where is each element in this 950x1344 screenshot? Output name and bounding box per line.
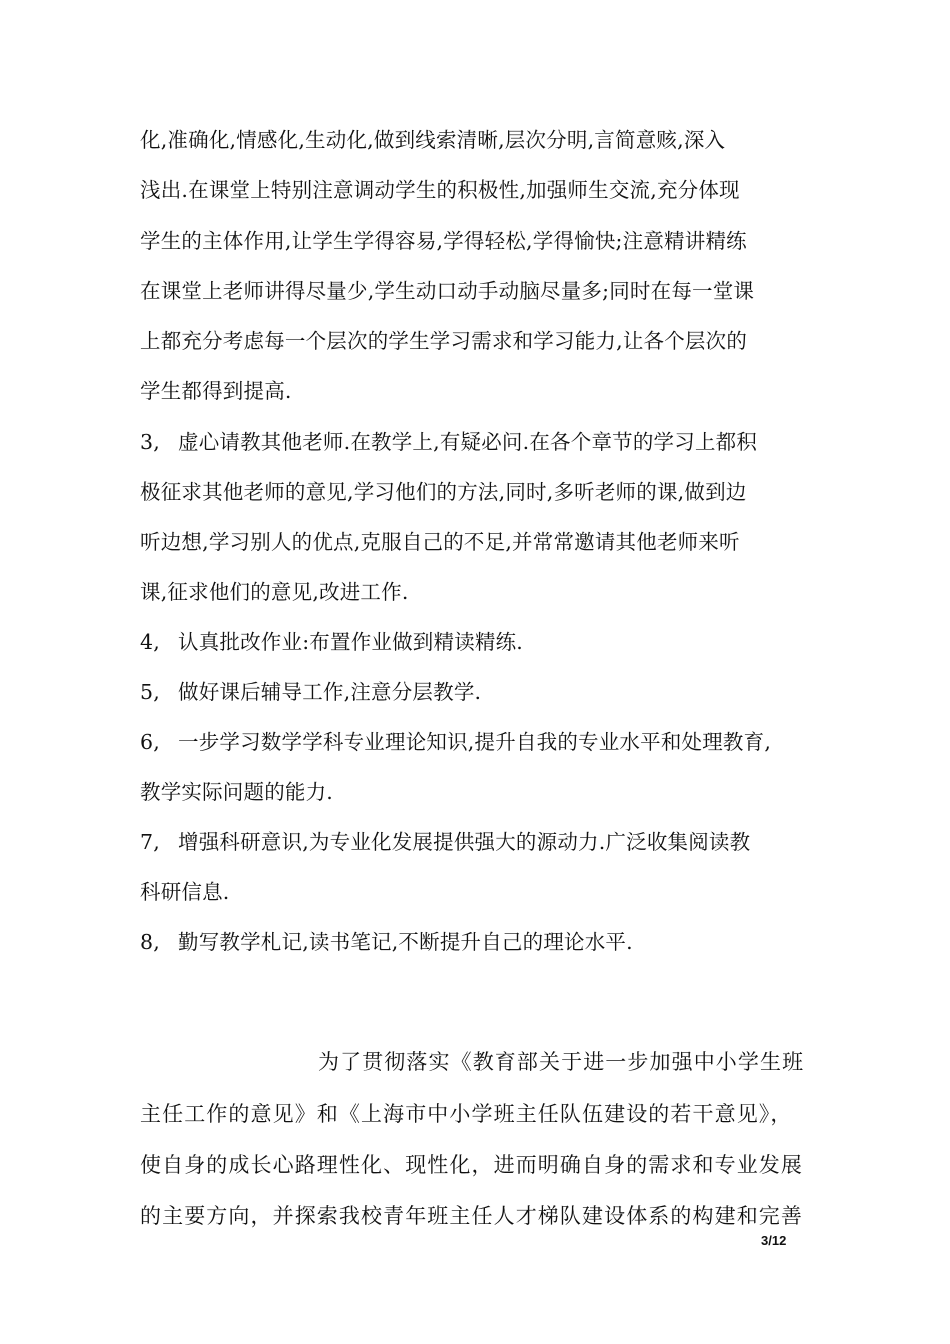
- text-line: [140, 729, 771, 755]
- text-line: 学生的主体作用,让学生学得容易,学得轻松,学得愉快;注意精讲精练: [140, 229, 747, 253]
- text-line: 在课堂上老师讲得尽量少,学生动口动手动脑尽量多;同时在每一堂课: [140, 279, 755, 303]
- text-line: 科研信息.: [140, 880, 230, 904]
- text-line: 上都充分考虑每一个层次的学生学习需求和学习能力,让各个层次的: [140, 329, 748, 353]
- item-text: 勤写教学札记,读书笔记,不断提升自己的理论水平.: [178, 930, 633, 954]
- text-line: 的主要方向，并探索我校青年班主任人才梯队建设体系的构建和完善: [140, 1204, 803, 1228]
- text-line: 化,准确化,情感化,生动化,做到线索清晰,层次分明,言简意赅,深入: [140, 128, 726, 152]
- item-number: 3,: [140, 430, 160, 454]
- item-number: 7,: [140, 830, 160, 854]
- text-line: 教学实际问题的能力.: [140, 780, 334, 804]
- item-number: 6,: [140, 730, 160, 754]
- text-line: 课,征求他们的意见,改进工作.: [140, 580, 409, 604]
- text-line: 主任工作的意见》和《上海市中小学班主任队伍建设的若干意见》，: [140, 1102, 793, 1126]
- item-text: 做好课后辅导工作,注意分层教学.: [178, 680, 482, 704]
- text-line: [140, 629, 523, 655]
- text-line: [140, 429, 757, 455]
- text-line: 极征求其他老师的意见,学习他们的方法,同时,多听老师的课,做到边: [140, 480, 747, 504]
- item-text: 一步学习数学学科专业理论知识,提升自我的专业水平和处理教育,: [178, 730, 772, 754]
- text-line: 使自身的成长心路理性化、现性化，进而明确自身的需求和专业发展: [140, 1153, 803, 1177]
- item-text: 虚心请教其他老师.在教学上,有疑必问.在各个章节的学习上都积: [178, 430, 758, 454]
- item-text: 认真批改作业:布置作业做到精读精练.: [178, 630, 524, 654]
- item-number: 4,: [140, 630, 160, 654]
- page-number: 3/12: [761, 1233, 787, 1248]
- text-line: 为了贯彻落实《教育部关于进一步加强中小学生班: [318, 1050, 805, 1074]
- item-text: 增强科研意识,为专业化发展提供强大的源动力.广泛收集阅读教: [178, 830, 751, 854]
- text-line: [140, 929, 633, 955]
- item-number: 8,: [140, 930, 160, 954]
- text-line: [140, 679, 481, 705]
- text-line: 学生都得到提高.: [140, 379, 292, 403]
- text-line: 听边想,学习别人的优点,克服自己的不足,并常常邀请其他老师来听: [140, 530, 740, 554]
- item-number: 5,: [140, 680, 160, 704]
- text-line: [140, 829, 750, 855]
- text-line: 浅出.在课堂上特别注意调动学生的积极性,加强师生交流,充分体现: [140, 178, 740, 202]
